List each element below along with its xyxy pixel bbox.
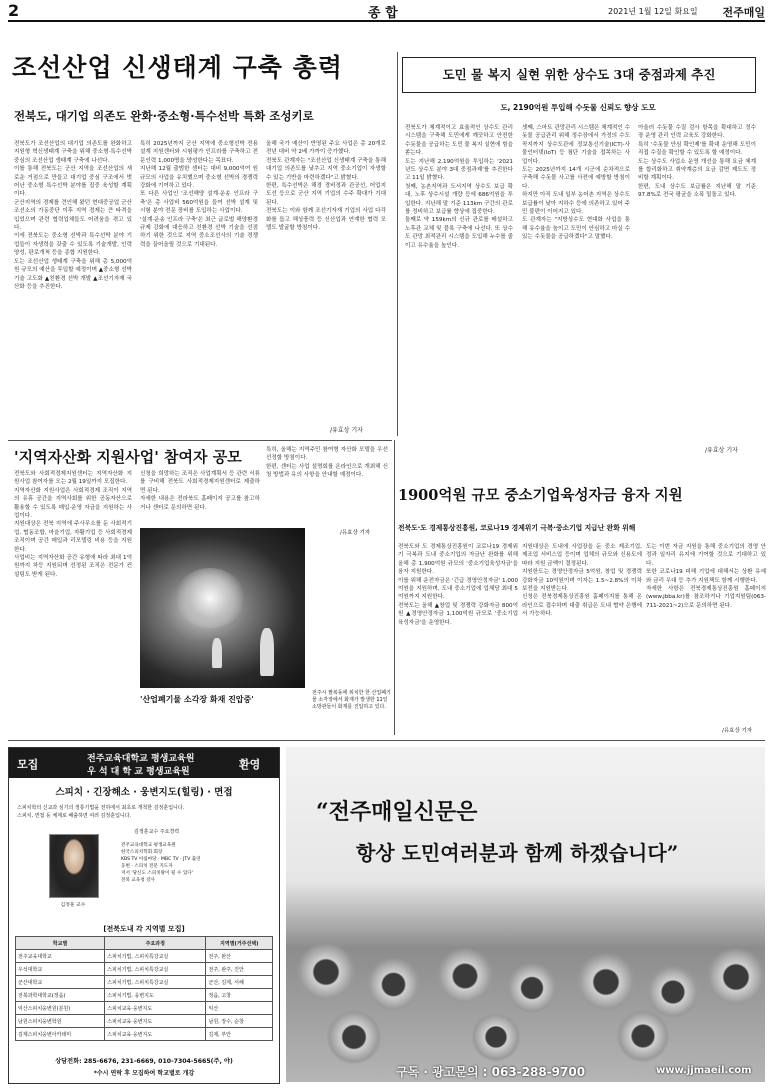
table-cell: 김제스피치웅변아카데미 [16,1028,105,1041]
table-row [16,1002,273,1015]
table-cell: 김제, 부안 [206,1028,273,1041]
ad-person-photo [49,834,99,898]
article3-paragraph: 전북도와 사회적경제지원센터는 지역자산화 지원사업 참여자를 오는 2월 19일까지 모집한다. [14,471,132,486]
article3-byline: /유효상 기자 [340,530,371,536]
ad-slogan-line-1: “전주매일신문은 [316,799,478,825]
sunflower-image [471,1012,521,1062]
article4-paragraph: 전북도는 올해 ▲창업 및 경쟁력 강화자금 800억원 ▲경영안정자금 1,100억원 규모로 '중소기업육성자금'을 운영한다. [398,602,518,626]
sunflower-image [506,962,558,1014]
ad-label-right: 환영 [239,758,261,771]
article3-column-3 [266,446,388,524]
horizontal-divider [8,440,392,441]
table-row [16,950,273,963]
fire-photo [140,528,305,688]
ad-title-bar [9,748,279,778]
article1-paragraph: 또 다른 사업인 '조선해양 설계·운송 인프라 구축'은 총 사업비 560억원을 들여 선박 설계 및 시험 분야 전문 장비를 도입하는 사업이다. [140,191,258,215]
photo-caption: '산업폐기물 소각장 화재 진압중' [140,695,254,704]
article4-paragraph: 전북도와 도 경제통상진흥원이 코로나19 경제위기 극복과 도내 중소기업의 자금난 완화를 위해 올해 총 1,900억원 규모의 '중소기업육성자금'을 융자 지원한다. [398,544,518,576]
ad-person-name: 김정훈 교수 [60,903,86,908]
table-cell: 익산 [206,1002,273,1015]
table-cell: 스피치기법, 스피치특강교실 [105,963,206,976]
article1-paragraph: 이를 통해 전북도는 군산 지역을 조선산업의 새로운 거점으로 만들고 대기업 중심 구조에서 벗어난 중소형 특수선박 분야를 집중 육성할 계획이다. [14,166,132,198]
article2-byline: /유효상 기자 [705,447,738,454]
article4-byline: /유효상 기자 [722,728,753,734]
article2-headline: 도민 물 복지 실현 위한 상수도 3대 중점과제 추진 [442,67,716,82]
article4-paragraph: 또한 코로나19 피해 기업에 대해서는 상환 유예와 금리 우대 등 추가 지원책도 함께 시행한다. [646,569,766,584]
table-cell: 스피치교육·웅변지도 [105,1015,206,1028]
article1-column-2 [140,140,258,438]
sunflower-image [326,1009,382,1065]
article2-paragraph: 특히 '수돗물 안심 확인제'를 확대 운영해 도민이 직접 수질을 확인할 수 있도록 할 예정이다. [638,141,756,157]
table-cell: 익산스피치웅변원(분원) [16,1002,105,1015]
table-cell: 스피치기법, 스피치특강교실 [105,950,206,963]
article2-paragraph: 셋째, 스마트 관망관리 시스템은 체계적인 수돗물 공급관리 위해 정수장에서 가정의 수도꼭지까지 상수도관에 정보통신기술(ICT)·사물인터넷(IoT) 등 첨단 기술을 접목하는 사업이다. [522,125,630,165]
ad-table-title: [전북도내 각 지역별 모집] [103,925,185,933]
table-header: 학교별 [16,937,105,950]
ad-bio-item: 전북 교육청 강사 [121,878,155,883]
article1-paragraph: 올해 국가 예산이 반영된 주요 사업은 총 20개로 전년 대비 약 2배 가까이 증가했다. [266,141,386,156]
article4-subhead: 전북도·도 경제통상진흥원, 코로나19 경제위기 극복·중소기업 지급난 완화 위해 [398,524,636,532]
page-number: 2 [8,1,20,20]
fire-smoke [175,568,245,628]
table-cell: 스피치교육·웅변지도 [105,1002,206,1015]
article4-column-2 [522,543,642,725]
article4-paragraph: 이를 위해 운전자금은 '긴급 경영안정자금' 1,000억원을 지원하며, 도내 중소기업에 업체당 최대 5억원까지 지원한다. [398,577,518,601]
article1-subhead: 전북도, 대기업 의존도 완화·중소형·특수선박 특화 조성키로 [14,109,314,123]
sunflower-image [296,942,356,1002]
ad-bio-title: 김정훈교수 주요경력 [134,829,180,835]
article3-paragraph: 지역자산화 지원사업은 사회적경제 조직이 지역의 유휴 공간을 지역사회를 위한 공동자산으로 활용할 수 있도록 매입·운영 자금을 지원하는 사업이다. [14,487,132,520]
section-title: 종 합 [368,6,398,21]
article2-column-3 [638,124,756,440]
article1-paragraph: 전북도가 조선산업의 대기업 의존도를 완화하고 지원형 혁신생태계 구축을 위해 중소형·특수선박 중심의 조선산업 생태계 구축에 나선다. [14,141,132,164]
article4-paragraph: 지원한도는 경영안정자금 5억원, 창업 및 경쟁력강화자금 10억원이며 이자는 1.5~2.8%의 이차보전을 지원받는다. [522,569,642,593]
firefighter-figure [212,638,222,668]
article3-column-2 [140,470,260,522]
article3-paragraph: 지원대상은 전북 지역에 주사무소를 둔 사회적기업, 협동조합, 마을기업, 자활기업 등 사회적경제 조직이며 공간 매입과 리모델링 비용 등을 지원한다. [14,521,132,553]
article3-paragraph: 특히, 올해는 지역주민 참여형 자산화 모델을 우선 선정할 방침이다. [266,447,388,462]
newspaper-advertisement [286,747,765,1082]
article2-paragraph: 첫째, 농촌지역과 도서지역 상수도 보급 확대, 노후 상수시설 개량 등에 686억원을 투입한다. 지난해 말 기준 113km 구간의 관로를 정비하고 보급률 향상에 집중한다. [405,183,513,216]
article2-paragraph: 아울러 수돗물 수질 검사 항목을 확대하고 정수장 운영 관리 인력 교육도 강화한다. [638,125,756,140]
sunflower-image [576,952,636,1012]
photo-caption-detail: 전주시 팔복동에 위치한 한 산업폐기물 소각장에서 화재가 발생한 11일 소방관들이 화재를 진압하고 있다. [312,690,391,710]
article1-headline: 조선산업 신생태계 구축 총력 [12,53,343,82]
table-cell: 스피치기법, 웅변지도 [105,989,206,1002]
table-row [16,989,273,1002]
sunflower-image [366,957,421,1012]
ad-slogan-line-2: 항상 도민여러분과 함께 하겠습니다” [356,841,679,865]
ad-bio-item: 한국스피치학회 회장 [121,850,163,855]
article3-paragraph: 신청을 희망하는 조직은 사업계획서 등 관련 서류를 구비해 전북도 사회적경제지원센터로 제출하면 된다. [140,471,260,494]
ad-intro-1: 스피치학의 신교과 심기의 정통기법을 전하에서 최초로 개척한 김정훈입니다. [17,805,185,811]
article2-paragraph: 한편, 도내 상수도 보급률은 지난해 말 기준 97.8%로 전국 평균을 소폭 밑돌고 있다. [638,183,756,199]
article4-paragraph: 도는 이번 자금 지원을 통해 중소기업의 경영 안정과 일자리 유지에 기여할 것으로 기대하고 있다. [646,544,766,567]
article1-paragraph: 군산지역의 경제를 견인해 왔던 현대중공업 군산조선소의 가동중단 이후 지역 경제는 큰 타격을 입었으며 관련 협력업체들도 어려움을 겪고 있다. [14,199,132,232]
table-cell: 스피치기법, 스피치특강교실 [105,976,206,989]
article1-paragraph: 도는 조선산업 생태계 구축을 위해 총 5,000억원 규모의 예산을 투입할 예정이며 ▲중소형 선박 기술 고도화 ▲친환경 선박 개발 ▲조선기자재 국산화 등을 추진한다. [14,258,132,290]
article4-column-3 [646,543,766,725]
table-row [16,976,273,989]
article1-paragraph: 전북도는 이와 함께 조선기자재 기업의 사업 다각화를 돕고 해상풍력 등 신산업과 연계한 협력 모델도 발굴할 방침이다. [266,208,386,232]
ad-note: *수시 연락 후 모집하여 학교별로 개강 [93,1070,195,1077]
article1-paragraph: 전북도 관계자는 "조선산업 신생태계 구축을 통해 대기업 의존도를 낮추고 지역 중소기업이 자생할 수 있는 기반을 마련하겠다"고 밝혔다. [266,157,386,181]
ad-bio-item: 전주교육대학교 평생교육원 [121,843,176,848]
article2-paragraph: 하지만 아직 도내 일부 농어촌 지역은 상수도 보급률이 낮아 지하수 등에 의존하고 있어 주민 불편이 이어지고 있다. [522,192,630,216]
ad-title-2: 우 석 대 학 교 평생교육원 [87,767,190,777]
article2-paragraph: 도는 2025년까지 14개 시군에 순차적으로 구축해 수돗물 사고를 사전에 예방할 방침이다. [522,167,630,190]
article2-paragraph: 도는 지난해 2,190억원을 투입하는 '2021년도 상수도 분야 3대 중점과제'를 추진한다고 11일 밝혔다. [405,158,513,182]
article3-column-1 [14,470,132,728]
table-row [16,1028,273,1041]
ad-label-left: 모집 [17,758,39,771]
sunflower-image [436,947,494,1005]
ad-contact-line: 구독 · 광고문의 : 063-288-9700 [396,1065,586,1079]
article2-paragraph: 도 관계자는 "지방상수도 현대화 사업을 통해 유수율을 높이고 도민이 안심하고 마실 수 있는 수돗물을 공급하겠다"고 말했다. [522,217,630,241]
ad-contact: 상담전화: 285-6676, 231-6669, 010-7304-5665(주, 야) [55,1058,233,1065]
ad-title-1: 전주교육대학교 평생교육원 [87,754,195,764]
article4-paragraph: 신청은 전북경제통상진흥원 홈페이지를 통해 온라인으로 접수하며 대출 취급은 도내 협약 은행에서 가능하다. [522,594,642,618]
ad-courses: 스피치 · 긴장해소 · 웅변지도(힐링) · 면접 [55,787,233,798]
article3-headline: '지역자산화 지원사업' 참여자 공모 [14,448,242,466]
article2-subhead: 도, 2190억원 투입해 수돗물 신뢰도 향상 도모 [500,103,656,112]
table-cell: 전주, 완산 [206,950,273,963]
article1-paragraph: 이에 전북도는 중소형 선박과 특수선박 분야 기업들이 자생력을 갖출 수 있도록 기술개발, 인력양성, 판로개척 등을 종합 지원한다. [14,233,132,257]
firefighter-figure [260,628,274,676]
ad-region-table [15,936,273,1041]
article2-paragraph: 전북도가 체계적이고 효율적인 상수도 관리 시스템을 구축해 도민에게 깨끗하고 안전한 수돗물을 공급하는 도민 물 복지 실현에 힘을 쏟는다. [405,125,513,157]
table-cell: 우석대학교 [16,963,105,976]
table-cell: 정읍, 고창 [206,989,273,1002]
issue-date: 2021년 1월 12일 화요일 [608,7,698,16]
ad-intro-2: 스피치, 면접 등 체계로 배출하면 여러 김정훈입니다. [17,813,132,819]
article1-paragraph: 지난해 12월 출범한 센터는 대비 9,000억여 원 규모의 사업을 유치했으며 중소형 선박의 경쟁력 강화에 기여하고 있다. [140,166,258,190]
sunflower-image [616,1009,670,1063]
ad-bio-item: 웅변 · 스피치 전문 지도자 [121,864,173,869]
table-row [16,1015,273,1028]
article4-paragraph: 자세한 사항은 전북경제통상진흥원 홈페이지(www.jbba.kr)를 참조하거나 기업지원팀(063-711-2021~2)으로 문의하면 된다. [646,586,766,609]
article4-headline: 1900억원 규모 중소기업육성자금 융자 지원 [398,487,683,504]
table-cell: 남원, 장수, 순창 [206,1015,273,1028]
article1-paragraph: 특히 2025년까지 군산 지역에 중소형선박 전용 설계 지원센터와 시험평가 인프라를 구축하고 전문인력 1,000명을 양성한다는 목표다. [140,141,258,164]
article3-paragraph: 사업비는 지역자산화 공간 유형에 따라 최대 1억원까지 차등 지원되며 선정된 조직은 전문가 컨설팅도 받게 된다. [14,555,132,578]
school-advertisement [8,747,280,1084]
article2-column-1 [405,124,513,440]
table-row [16,963,273,976]
article1-paragraph: 한편, 특수선박은 해경 경비정과 관공선, 어업지도선 등으로 군산 지역 기업의 수주 확대가 기대된다. [266,183,386,206]
ad-bio-list [121,842,271,884]
vertical-divider [397,52,398,436]
article1-column-1 [14,140,132,438]
table-cell: 군산대학교 [16,976,105,989]
sunflower-image [706,947,765,1007]
article4-column-1 [398,543,518,725]
ad-bio-item: 저서 '당신도 스피치왕이 될 수 있다' [121,871,193,876]
horizontal-divider [8,740,765,741]
article1-column-3 [266,140,386,438]
table-cell: 군산, 김제, 서해 [206,976,273,989]
article2-headline-box [402,57,756,93]
table-header: 지역별(거주선택) [206,937,273,950]
vertical-divider [394,440,395,735]
ad-url: www.jjmaeil.com [656,1065,752,1076]
article1-byline: /유효상 기자 [330,427,363,434]
table-header: 주요과정 [105,937,206,950]
article2-paragraph: 둘째로 약 159km의 신규 관로를 매설하고 노후관 교체 및 블록 구축에 나선다. 또 상수도 관망 최적관리 시스템을 도입해 누수를 줄이고 유수율을 높인다. [405,217,513,249]
article2-column-2 [522,124,630,440]
table-cell: 전주교육대학교 [16,950,105,963]
page-header [8,2,765,22]
article2-paragraph: 도는 상수도 사업소 운영 개선을 통해 요금 체계를 합리화하고 취약계층의 요금 감면 제도도 정비할 계획이다. [638,158,756,182]
ad-bio-item: KBS TV 아침마당 · MBC TV · JTV 출연 [121,857,201,862]
article1-paragraph: '설계·운송 인프라 구축'은 최근 글로벌 해양환경규제 강화에 대응하고 친환경 선박 기술을 선점하기 위한 것으로 지역 중소조선사의 기술 경쟁력을 끌어올릴 것으로 기대된다. [140,216,258,248]
table-cell: 전주, 완주, 진안 [206,963,273,976]
article3-paragraph: 한편, 센터는 사업 설명회를 온라인으로 개최해 신청 방법과 유의 사항을 안내할 예정이다. [266,463,388,479]
article3-paragraph: 자세한 내용은 전라북도 홈페이지 공고를 참고하거나 센터로 문의하면 된다. [140,496,260,511]
article4-paragraph: 지원대상은 도내에 사업장을 둔 중소 제조기업, 제조업 서비스업 등이며 업체의 규모와 신용도에 따라 지원 금액이 결정된다. [522,544,642,567]
table-cell: 전북과학대학교(정읍) [16,989,105,1002]
table-cell: 남원스피치웅변학원 [16,1015,105,1028]
table-cell: 스피치교육·웅변지도 [105,1028,206,1041]
newspaper-brand: 전주매일 [722,6,765,19]
table-header-row [16,937,273,950]
